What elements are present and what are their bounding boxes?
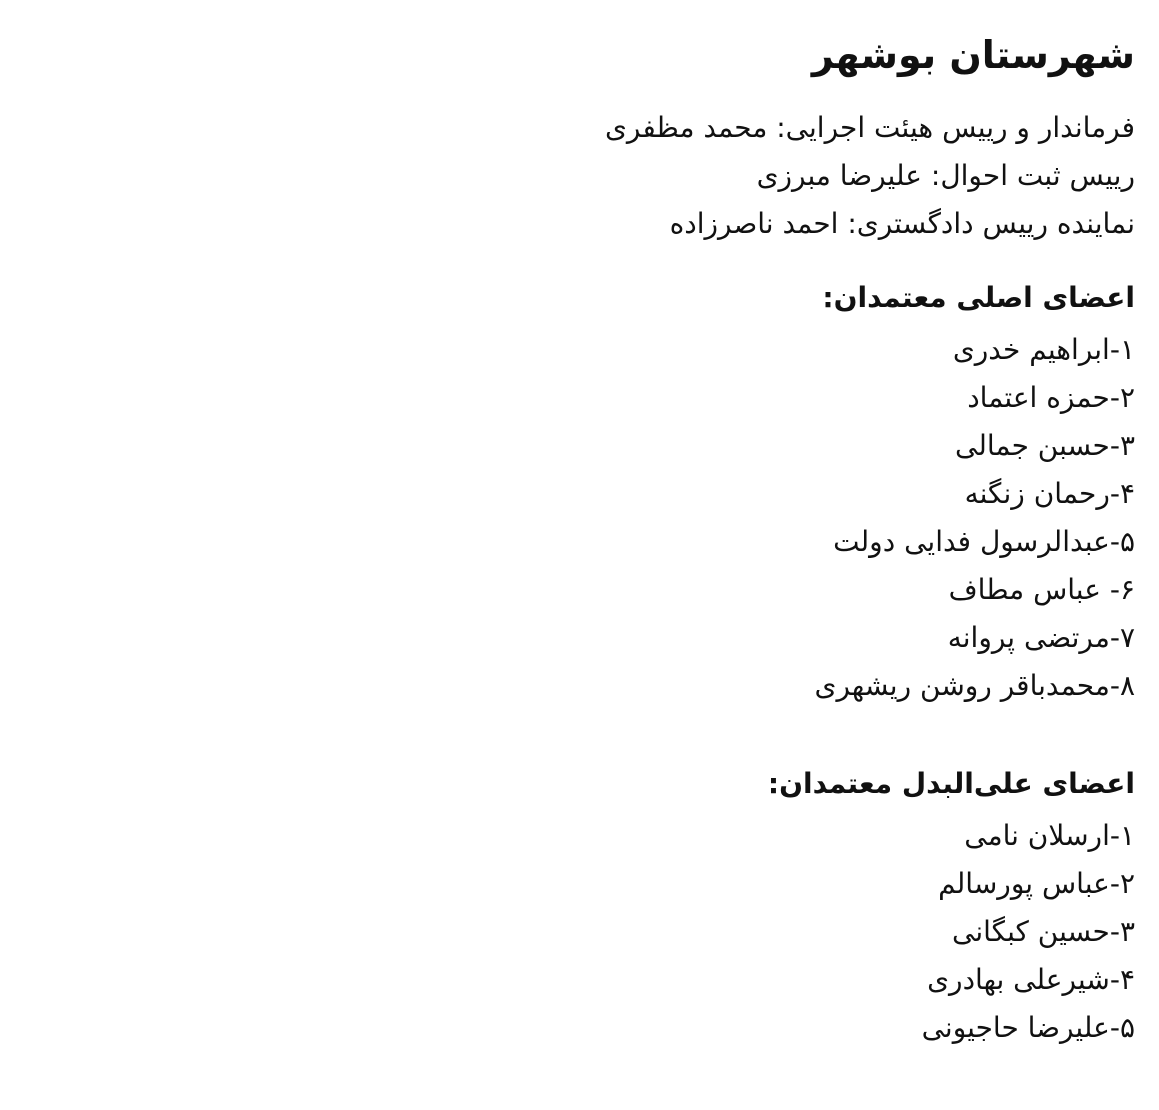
main-member-item: ۵-عبدالرسول فدایی دولت xyxy=(833,525,1135,558)
main-members-section xyxy=(35,274,1135,710)
main-member-item: ۱-ابراهیم خدری xyxy=(952,333,1135,366)
alternate-member-item: ۳-حسین کبگانی xyxy=(951,915,1135,948)
main-member-item: ۳-حسبن جمالی xyxy=(955,429,1135,462)
officials-list xyxy=(35,104,1135,248)
main-member-item: ۲-حمزه اعتماد xyxy=(967,381,1135,414)
alternate-member-item: ۴-شیرعلی بهادری xyxy=(927,963,1135,996)
alternate-member-item: ۱-ارسلان نامی xyxy=(964,819,1135,852)
main-members-heading: اعضای اصلی معتمدان: xyxy=(822,281,1135,314)
main-member-item: ۷-مرتضی پروانه xyxy=(947,621,1135,654)
main-member-item: ۶- عباس مطاف xyxy=(948,573,1135,606)
official-civil-registry: رييس ثبت احوال: علیرضا مبرزی xyxy=(756,159,1135,192)
official-governor: فرماندار و ریيس هیئت اجرایی: محمد مظفری xyxy=(604,111,1135,144)
alternate-member-item: ۵-علیرضا حاجیونی xyxy=(921,1011,1135,1044)
alternate-members-section xyxy=(35,760,1135,1052)
page-title: شهرستان بوشهر xyxy=(811,33,1135,77)
main-member-item: ۴-رحمان زنگنه xyxy=(964,477,1135,510)
document-body xyxy=(35,0,1135,1052)
alternate-members-heading: اعضای علی‌البدل معتمدان: xyxy=(767,767,1135,800)
official-judiciary-rep: نماینده رييس دادگستری: احمد ناصرزاده xyxy=(669,207,1135,240)
alternate-member-item: ۲-عباس پورسالم xyxy=(938,867,1135,900)
main-member-item: ۸-محمدباقر روشن ریشهری xyxy=(814,669,1135,702)
